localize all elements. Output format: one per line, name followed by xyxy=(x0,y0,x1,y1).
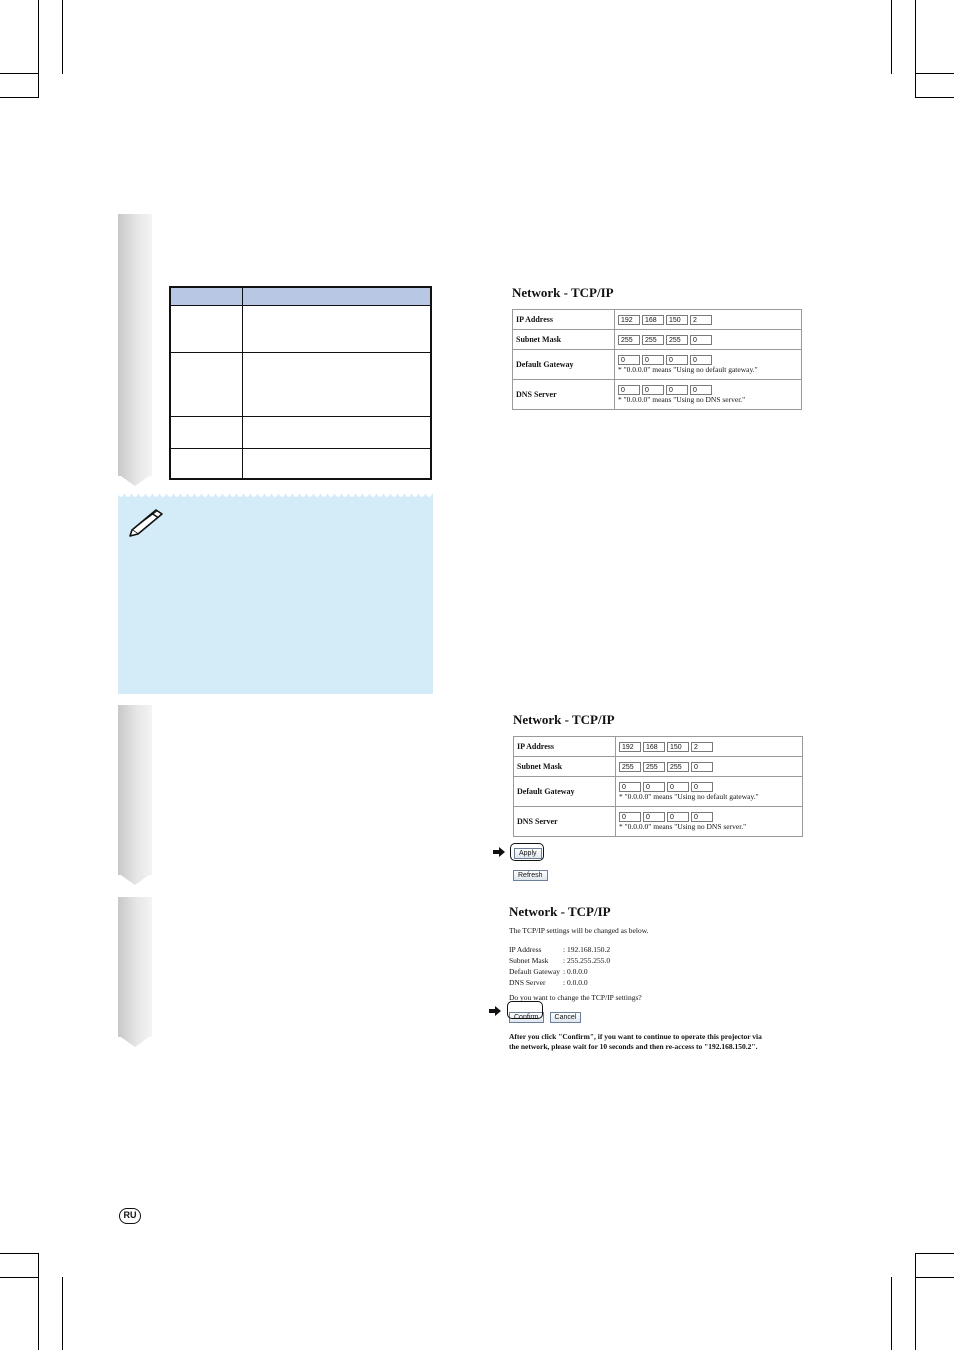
table-row xyxy=(514,757,803,777)
tcpip-confirm-panel xyxy=(509,904,762,1052)
table-header-row xyxy=(170,287,431,305)
gateway-note: * "0.0.0.0" means "Using no default gateway." xyxy=(618,365,758,375)
crop-mark xyxy=(916,73,954,74)
table-header-cell xyxy=(242,287,431,305)
settings-summary xyxy=(509,944,762,988)
table-row xyxy=(514,737,803,757)
summary-row xyxy=(509,977,762,988)
gateway-octet-input[interactable]: 0 xyxy=(666,355,688,365)
table-cell xyxy=(170,352,242,416)
subnet-mask-label: Subnet Mask xyxy=(513,330,615,350)
apply-button[interactable]: Apply xyxy=(514,848,542,859)
crop-mark xyxy=(916,97,954,98)
crop-mark xyxy=(0,73,38,74)
summary-value: : 192.168.150.2 xyxy=(563,945,611,954)
step-tab-3 xyxy=(118,897,152,1037)
ip-octet-input[interactable]: 150 xyxy=(666,315,688,325)
tcpip-table xyxy=(512,309,802,410)
crop-mark xyxy=(891,1277,892,1350)
ip-octet-input[interactable]: 192 xyxy=(619,742,641,752)
subnet-octet-input[interactable]: 255 xyxy=(667,762,689,772)
table-row xyxy=(170,352,431,416)
ip-octet-input[interactable]: 168 xyxy=(642,315,664,325)
table-row xyxy=(170,448,431,479)
summary-row xyxy=(509,944,762,955)
ip-address-label: IP Address xyxy=(514,737,616,757)
dns-octet-input[interactable]: 0 xyxy=(691,812,713,822)
dns-octet-input[interactable]: 0 xyxy=(690,385,712,395)
language-badge: RU xyxy=(119,1208,141,1224)
dns-octet-input[interactable]: 0 xyxy=(666,385,688,395)
table-row xyxy=(514,807,803,837)
dns-octet-input[interactable]: 0 xyxy=(667,812,689,822)
note-box xyxy=(118,494,433,694)
subnet-octet-input[interactable]: 0 xyxy=(691,762,713,772)
subnet-octet-input[interactable]: 255 xyxy=(642,335,664,345)
crop-mark xyxy=(915,1253,916,1350)
highlight-ring xyxy=(507,1001,543,1019)
default-gateway-label: Default Gateway xyxy=(514,777,616,807)
table-header-cell xyxy=(170,287,242,305)
pencil-note-icon xyxy=(128,508,168,538)
ip-octet-input[interactable]: 168 xyxy=(643,742,665,752)
crop-mark xyxy=(38,1253,39,1350)
cancel-button[interactable]: Cancel xyxy=(550,1012,582,1023)
table-row xyxy=(513,350,802,380)
table-cell xyxy=(242,416,431,448)
gateway-note: * "0.0.0.0" means "Using no default gateway." xyxy=(619,792,759,802)
gateway-octet-input[interactable]: 0 xyxy=(642,355,664,365)
table-row xyxy=(513,330,802,350)
step-tab-2 xyxy=(118,705,152,875)
subnet-octet-input[interactable]: 255 xyxy=(619,762,641,772)
summary-label: Default Gateway xyxy=(509,967,561,976)
right-arrow-icon xyxy=(493,847,505,857)
dns-server-label: DNS Server xyxy=(513,380,615,410)
dns-server-inputs xyxy=(615,380,802,410)
crop-mark xyxy=(916,1253,954,1254)
warning-line: After you click "Confirm", if you want to continue to operate this projector via xyxy=(509,1032,762,1041)
table-cell xyxy=(170,448,242,479)
confirm-button[interactable]: Confirm xyxy=(509,1012,544,1023)
table-cell xyxy=(242,305,431,352)
subnet-octet-input[interactable]: 255 xyxy=(618,335,640,345)
gateway-octet-input[interactable]: 0 xyxy=(618,355,640,365)
ip-address-inputs xyxy=(616,737,803,757)
summary-row xyxy=(509,955,762,966)
confirm-buttons xyxy=(509,1006,762,1024)
dns-octet-input[interactable]: 0 xyxy=(642,385,664,395)
tcpip-panel-2 xyxy=(513,712,803,837)
crop-mark xyxy=(891,0,892,74)
table-cell xyxy=(242,352,431,416)
gateway-octet-input[interactable]: 0 xyxy=(691,782,713,792)
tcpip-panel-1 xyxy=(512,285,802,410)
crop-mark xyxy=(915,0,916,98)
crop-mark xyxy=(62,0,63,74)
tcpip-table xyxy=(513,736,803,837)
refresh-button[interactable]: Refresh xyxy=(513,870,548,881)
summary-label: DNS Server xyxy=(509,978,546,987)
step-tab-1 xyxy=(118,214,152,476)
subnet-octet-input[interactable]: 255 xyxy=(666,335,688,345)
gateway-octet-input[interactable]: 0 xyxy=(643,782,665,792)
table-row xyxy=(170,305,431,352)
panel-title: Network - TCP/IP xyxy=(513,712,615,727)
dns-server-label: DNS Server xyxy=(514,807,616,837)
crop-mark xyxy=(0,1277,38,1278)
summary-value: : 0.0.0.0 xyxy=(563,978,588,987)
table-cell xyxy=(170,305,242,352)
dns-octet-input[interactable]: 0 xyxy=(618,385,640,395)
summary-row xyxy=(509,966,762,977)
ip-octet-input[interactable]: 150 xyxy=(667,742,689,752)
gateway-octet-input[interactable]: 0 xyxy=(690,355,712,365)
ip-octet-input[interactable]: 2 xyxy=(691,742,713,752)
warning-line: the network, please wait for 10 seconds and then re-access to "192.168.150.2". xyxy=(509,1042,758,1051)
crop-mark xyxy=(38,0,39,98)
crop-mark xyxy=(0,97,38,98)
crop-mark xyxy=(0,1253,38,1254)
dns-server-inputs xyxy=(616,807,803,837)
default-gateway-inputs xyxy=(615,350,802,380)
dns-note: * "0.0.0.0" means "Using no DNS server." xyxy=(619,822,747,832)
subnet-mask-inputs xyxy=(615,330,802,350)
subnet-mask-label: Subnet Mask xyxy=(514,757,616,777)
summary-value: : 255.255.255.0 xyxy=(563,956,611,965)
intro-text: The TCP/IP settings will be changed as below. xyxy=(509,926,649,935)
dns-note: * "0.0.0.0" means "Using no DNS server." xyxy=(618,395,746,405)
subnet-octet-input[interactable]: 255 xyxy=(643,762,665,772)
gateway-octet-input[interactable]: 0 xyxy=(667,782,689,792)
default-gateway-inputs xyxy=(616,777,803,807)
ip-octet-input[interactable]: 192 xyxy=(618,315,640,325)
table-row xyxy=(170,416,431,448)
ip-address-inputs xyxy=(615,310,802,330)
dns-octet-input[interactable]: 0 xyxy=(619,812,641,822)
table-row xyxy=(513,380,802,410)
table-row xyxy=(514,777,803,807)
panel-title: Network - TCP/IP xyxy=(509,904,611,919)
summary-label: IP Address xyxy=(509,945,542,954)
parameter-table xyxy=(169,286,432,480)
ip-address-label: IP Address xyxy=(513,310,615,330)
confirm-question: Do you want to change the TCP/IP settings? xyxy=(509,993,642,1002)
note-scalloped-edge xyxy=(118,494,433,500)
table-row xyxy=(513,310,802,330)
table-cell xyxy=(242,448,431,479)
panel-title: Network - TCP/IP xyxy=(512,285,614,300)
summary-value: : 0.0.0.0 xyxy=(563,967,588,976)
subnet-mask-inputs xyxy=(616,757,803,777)
crop-mark xyxy=(916,1277,954,1278)
right-arrow-icon xyxy=(489,1006,501,1016)
crop-mark xyxy=(62,1277,63,1350)
table-cell xyxy=(170,416,242,448)
dns-octet-input[interactable]: 0 xyxy=(643,812,665,822)
ip-octet-input[interactable]: 2 xyxy=(690,315,712,325)
gateway-octet-input[interactable]: 0 xyxy=(619,782,641,792)
default-gateway-label: Default Gateway xyxy=(513,350,615,380)
summary-label: Subnet Mask xyxy=(509,956,549,965)
subnet-octet-input[interactable]: 0 xyxy=(690,335,712,345)
